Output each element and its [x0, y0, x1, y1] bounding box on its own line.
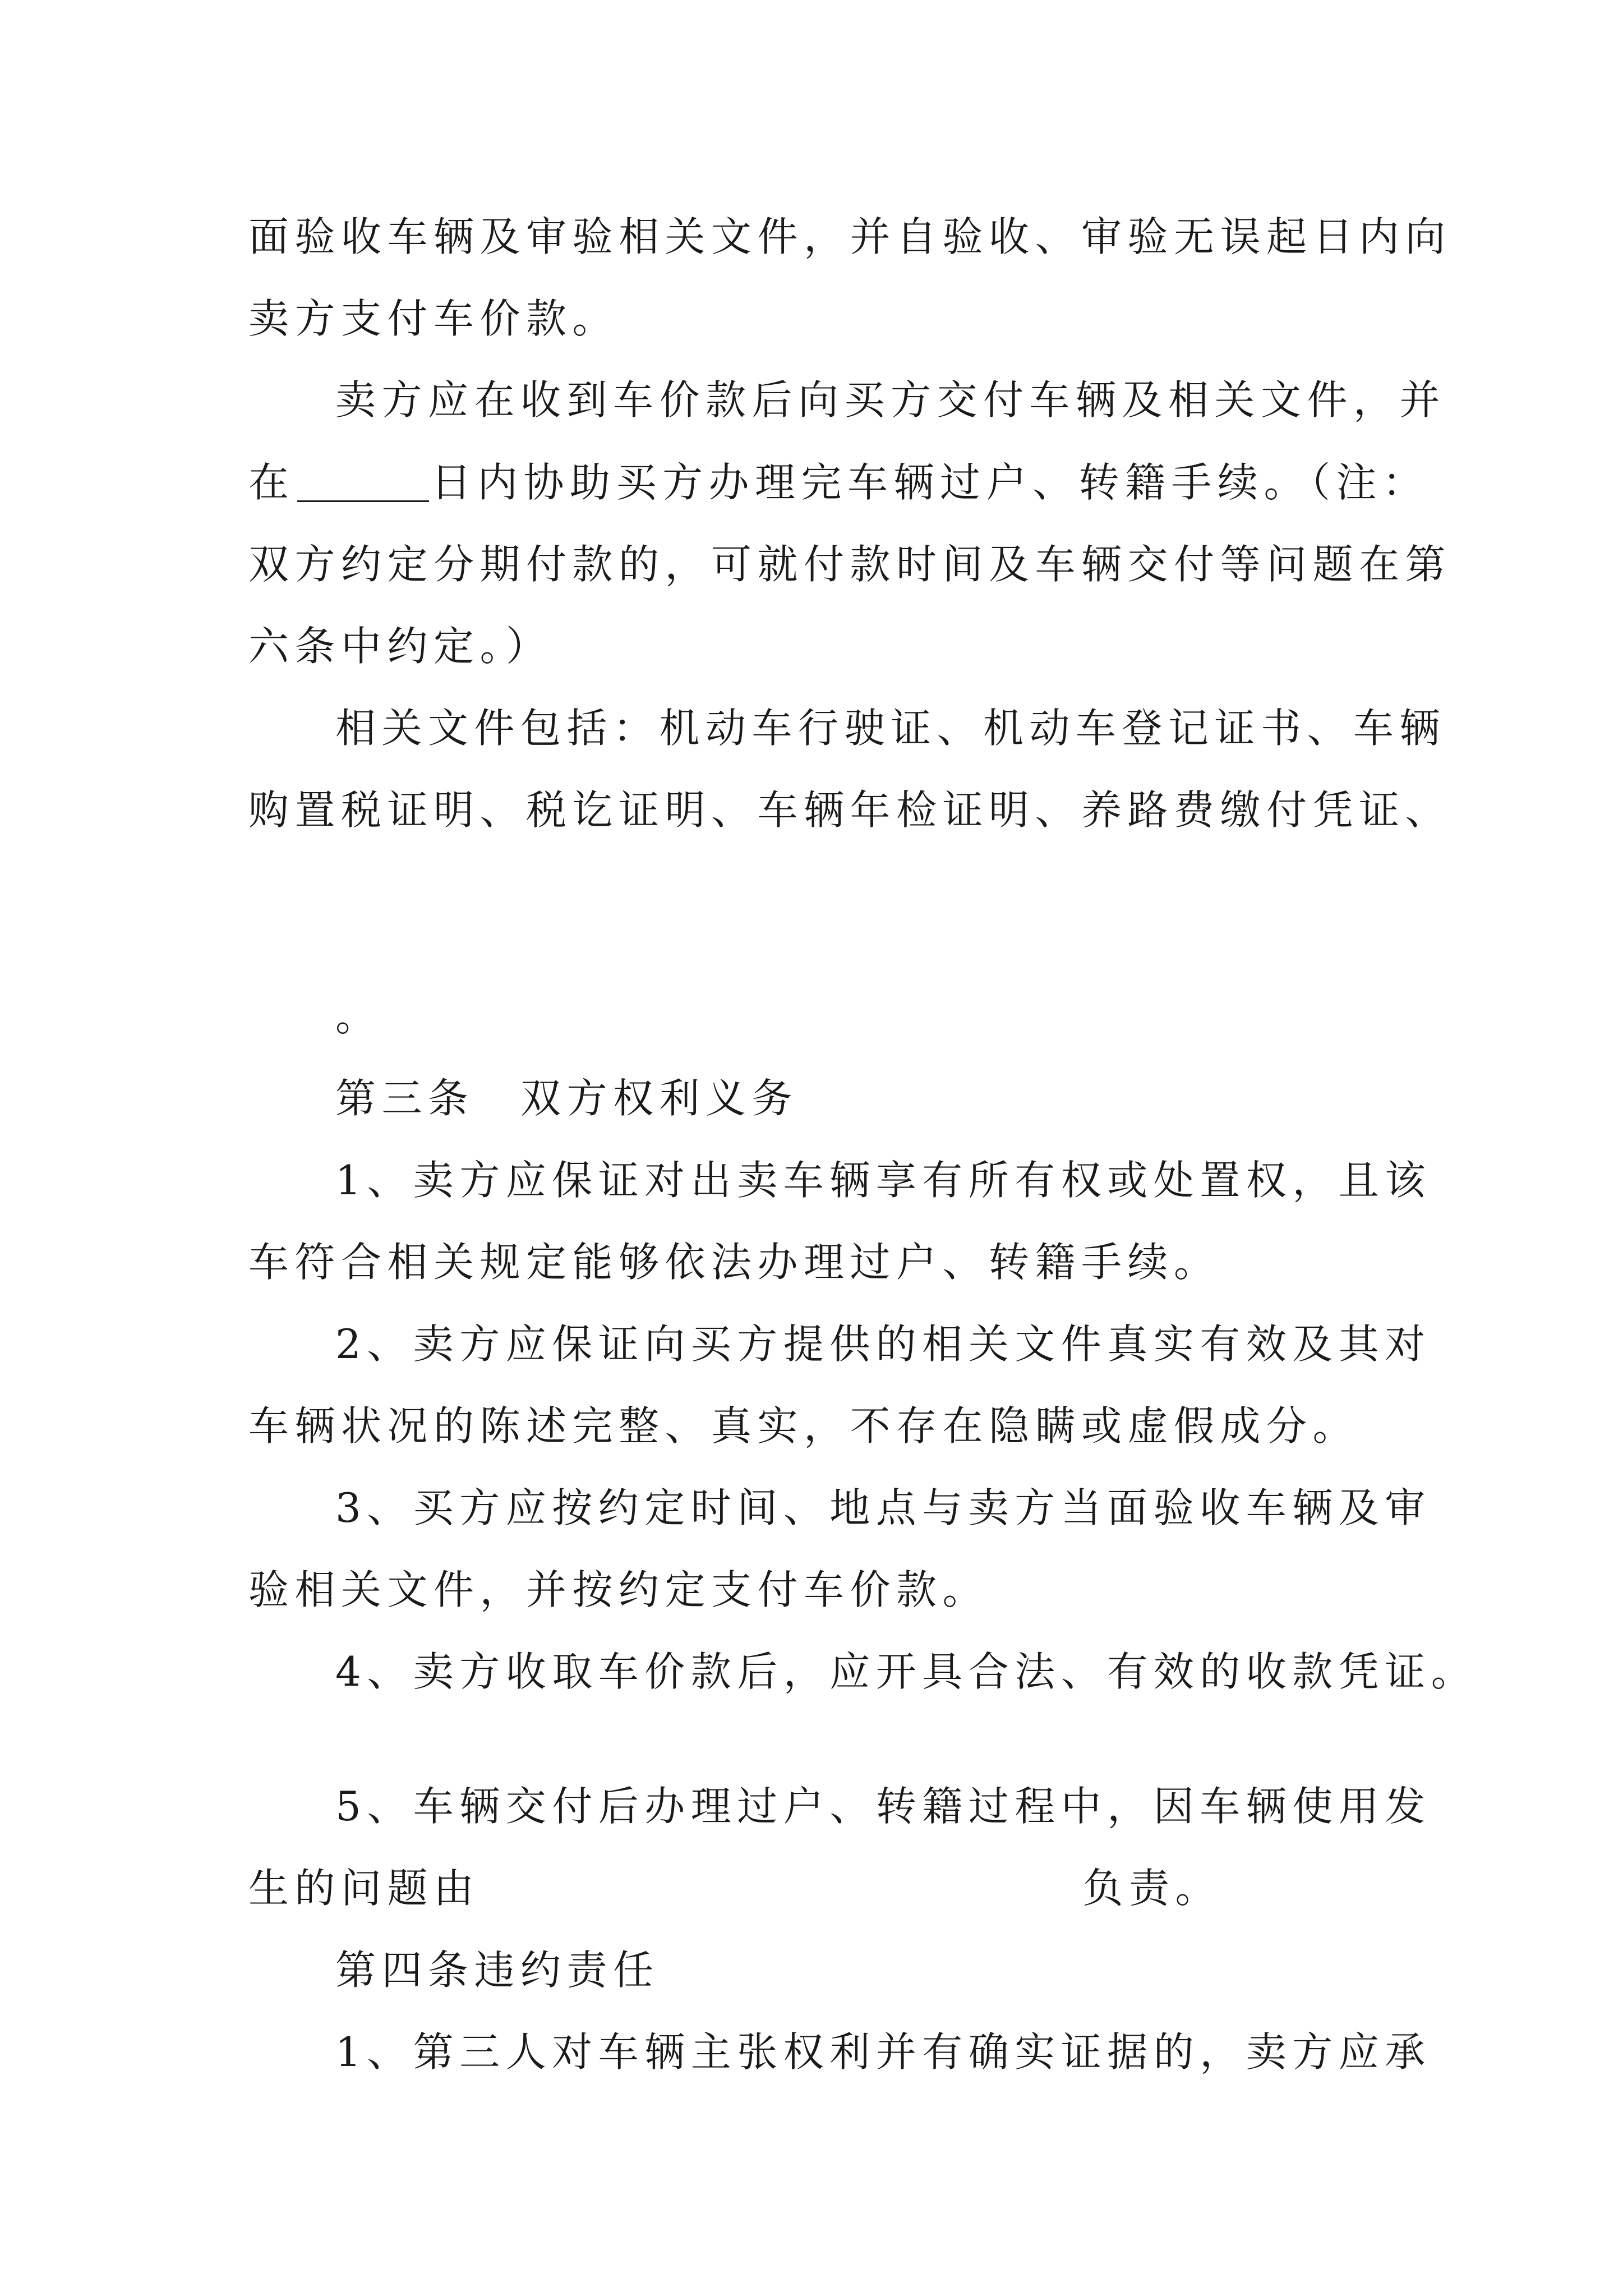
paragraph-2-line-2-before-blank: 在	[248, 459, 295, 506]
article-3-item-5-line-1: 5、车辆交付后办理过户、转籍过程中，因车辆使用发	[335, 1783, 1431, 1830]
article-3-item-3-line-1: 3、买方应按约定时间、地点与卖方当面验收车辆及审	[335, 1484, 1431, 1531]
article-4-heading: 第四条违约责任	[335, 1947, 660, 1994]
paragraph-1-line-2: 卖方支付车价款。	[248, 295, 619, 342]
paragraph-2-line-4: 六条中约定。）	[248, 623, 552, 670]
article-3-item-1-line-2: 车符合相关规定能够依法办理过户、转籍手续。	[248, 1239, 1220, 1286]
article-3-item-5-line-2	[248, 1860, 1221, 1916]
article-3-item-2-line-1: 2、卖方应保证向买方提供的相关文件真实有效及其对	[335, 1320, 1431, 1368]
article-3-item-1-line-1: 1、卖方应保证对出卖车辆享有所有权或处置权，且该	[335, 1157, 1431, 1204]
paragraph-2-line-1: 卖方应在收到车价款后向买方交付车辆及相关文件，并	[335, 376, 1446, 424]
article-3-item-5-line-2-after-blank: 负责。	[1082, 1865, 1222, 1912]
paragraph-3-line-1: 相关文件包括：机动车行驶证、机动车登记证书、车辆	[335, 705, 1446, 752]
paragraph-3-line-2: 购置税证明、税讫证明、车辆年检证明、养路费缴付凭证、	[248, 786, 1452, 834]
article-3-heading: 第三条 双方权利义务	[335, 1075, 799, 1122]
paragraph-2-line-3: 双方约定分期付款的，可就付款时间及车辆交付等问题在第	[248, 541, 1452, 588]
paragraph-1-line-1: 面验收车辆及审验相关文件，并自验收、审验无误起日内向	[248, 213, 1452, 260]
article-3-item-5-line-2-before-blank: 生的问题由	[248, 1865, 480, 1912]
article-3-item-4-line-1: 4、卖方收取车价款后，应开具合法、有效的收款凭证。	[335, 1648, 1478, 1695]
days-blank	[297, 461, 429, 502]
responsible-party-blank	[480, 1869, 1083, 1908]
paragraph-2-line-2	[248, 454, 1429, 510]
paragraph-3-line-3: 。	[335, 993, 382, 1040]
paragraph-2-line-2-after-blank: 日内协助买方办理完车辆过户、转籍手续。（注：	[431, 459, 1429, 506]
article-3-item-3-line-2: 验相关文件，并按约定支付车价款。	[248, 1566, 989, 1613]
article-4-item-1-line-1: 1、第三人对车辆主张权利并有确实证据的，卖方应承	[335, 2028, 1431, 2076]
article-3-item-2-line-2: 车辆状况的陈述完整、真实，不存在隐瞒或虚假成分。	[248, 1402, 1359, 1450]
